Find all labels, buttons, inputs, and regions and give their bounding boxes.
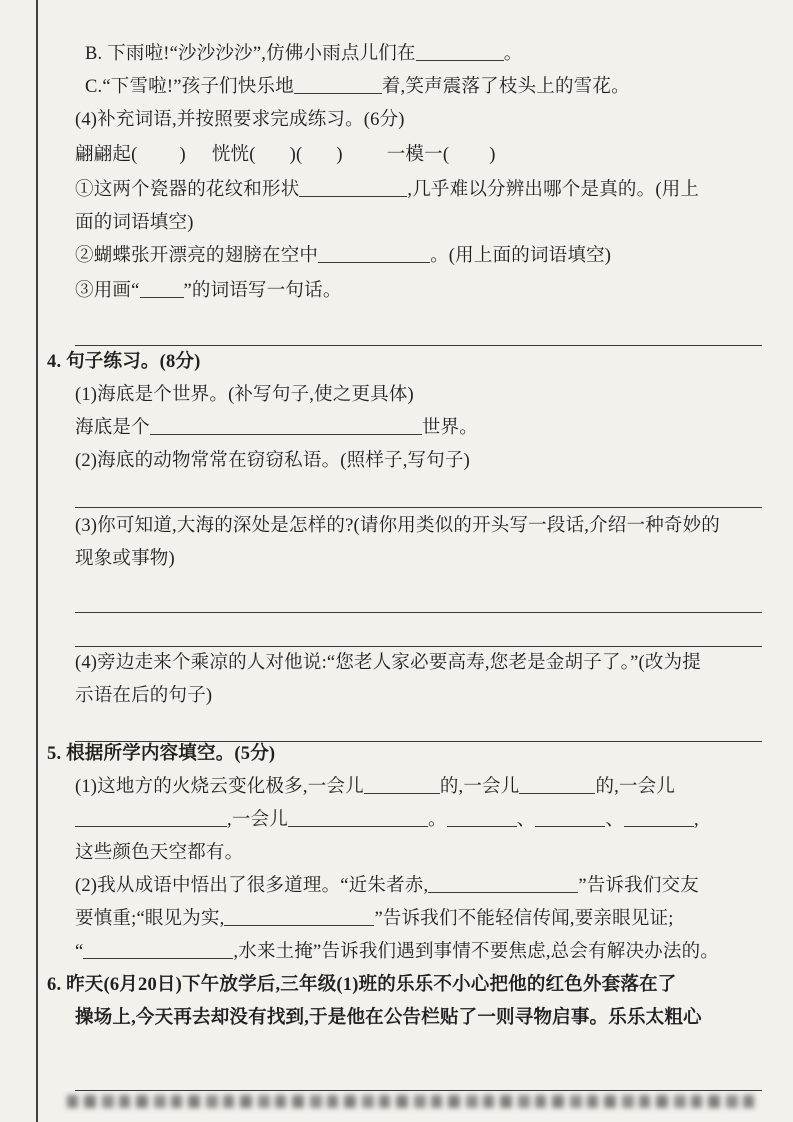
- text-run: ,水来土掩”告诉我们遇到事情不要焦虑,总会有解决办法的。: [233, 942, 719, 962]
- text-run: 现象或事物): [75, 549, 175, 569]
- q4-3: [47, 510, 762, 543]
- text-run: ①这两个瓷器的花纹和形状: [75, 180, 300, 200]
- answer-blank: [519, 788, 595, 794]
- q4-4-cont: [47, 680, 762, 713]
- text-run: 翩翩起(: [75, 145, 138, 165]
- text-run: 6. 昨天(6月20日)下午放学后,三年级(1)班的乐乐不小心把他的红色外套落在了: [47, 975, 677, 995]
- q5-1-cont: [47, 804, 762, 837]
- q5-heading: [47, 738, 762, 771]
- q5-1: [47, 771, 762, 804]
- text-run: (1)这地方的火烧云变化极多,一会儿: [75, 777, 364, 797]
- q6-stem: [47, 969, 762, 1002]
- q4-3-cont: [47, 543, 762, 576]
- answer-blank: [364, 788, 440, 794]
- q4-heading: [47, 346, 762, 379]
- answer-blank: [140, 292, 184, 298]
- q3-4-item-1: [47, 174, 762, 207]
- q3-4-item-3: [47, 275, 762, 308]
- page-bottom-line: [75, 1090, 762, 1091]
- q5-2-cont: [47, 903, 762, 936]
- text-run: 的,一会儿: [439, 777, 520, 797]
- q4-3-answer-line-1: [75, 612, 762, 613]
- q3-option-c: [47, 71, 762, 104]
- text-run: ”的词语写一句话。: [183, 281, 342, 301]
- worksheet-content: [47, 38, 762, 1108]
- answer-blank: [318, 257, 430, 263]
- text-run: 4. 句子练习。(8分): [47, 352, 201, 372]
- text-run: 。: [503, 44, 523, 64]
- text-run: 。: [427, 810, 447, 830]
- answer-blank: [299, 191, 407, 197]
- q5-2: [47, 870, 762, 903]
- text-run: 的,一会儿: [595, 777, 676, 797]
- answer-blank: [288, 821, 428, 827]
- text-run: ): [179, 145, 186, 165]
- answer-blank: [75, 821, 227, 827]
- text-run: ”告诉我们交友: [578, 876, 699, 896]
- q4-4: [47, 647, 762, 680]
- text-run: (2)海底的动物常常在窃窃私语。(照样子,写句子): [75, 451, 471, 471]
- text-run: 一模一(: [386, 145, 450, 165]
- text-run: (4)旁边走来个乘凉的人对他说:“您老人家必要高寿,您老是金胡子了。”(改为提: [75, 653, 701, 673]
- answer-blank: [150, 429, 422, 435]
- answer-blank: [224, 920, 374, 926]
- q3-4-instruction: [47, 104, 762, 137]
- q5-1-cont-2: [47, 837, 762, 870]
- q6-stem-cont: [47, 1002, 762, 1035]
- text-run: 、: [516, 810, 536, 830]
- text-run: (4)补充词语,并按照要求完成练习。(6分): [75, 110, 405, 130]
- text-run: 世界。: [421, 418, 478, 438]
- q3-4-word-bank: [47, 139, 762, 172]
- text-run: ③用画“: [75, 281, 140, 301]
- answer-blank: [83, 953, 233, 959]
- word-bank-gap: [256, 159, 290, 160]
- text-run: 。(用上面的词语填空): [430, 246, 612, 266]
- text-run: C.“下雪啦!”孩子们快乐地: [85, 77, 294, 97]
- text-run: 、: [605, 810, 625, 830]
- text-run: B. 下雨啦!“沙沙沙沙”,仿佛小雨点儿们在: [85, 44, 416, 64]
- text-run: ): [489, 145, 496, 165]
- binding-edge-line: [36, 0, 38, 1122]
- q3-4-item-1-cont: [47, 207, 762, 240]
- word-bank-gap: [186, 159, 212, 160]
- text-run: 海底是个: [75, 418, 150, 438]
- q4-1: [47, 379, 762, 412]
- answer-blank: [294, 88, 382, 94]
- q3-option-b: [47, 38, 762, 71]
- text-run: 面的词语填空): [75, 213, 194, 233]
- word-bank-gap: [302, 159, 336, 160]
- cutoff-text-artifact: [67, 1095, 756, 1108]
- text-run: 恍恍(: [211, 145, 256, 165]
- text-run: ,几乎难以分辨出哪个是真的。(用上: [407, 180, 700, 200]
- text-run: 操场上,今天再去却没有找到,于是他在公告栏贴了一则寻物启事。乐乐太粗心: [75, 1008, 702, 1028]
- text-run: 示语在后的句子): [75, 686, 213, 706]
- text-run: 要慎重;“眼见为实,: [75, 909, 225, 929]
- text-run: (2)我从成语中悟出了很多道理。“近朱者赤,: [75, 876, 429, 896]
- text-run: (3)你可知道,大海的深处是怎样的?(请你用类似的开头写一段话,介绍一种奇妙的: [75, 516, 720, 536]
- text-run: “: [75, 942, 84, 962]
- q4-1-answer: [47, 412, 762, 445]
- q4-2-answer-line: [75, 507, 762, 508]
- text-run: (1)海底是个世界。(补写句子,使之更具体): [75, 385, 414, 405]
- text-run: 着,笑声震落了枝头上的雪花。: [381, 77, 630, 97]
- answer-blank: [428, 887, 578, 893]
- q5-2-cont-2: [47, 936, 762, 969]
- text-run: ,: [694, 810, 699, 830]
- text-run: ,一会儿: [227, 810, 288, 830]
- text-run: ): [336, 145, 343, 165]
- text-run: )(: [289, 145, 303, 165]
- q3-4-item-2: [47, 240, 762, 273]
- answer-blank: [624, 821, 694, 827]
- text-run: ”告诉我们不能轻信传闻,要亲眼见证;: [374, 909, 674, 929]
- q4-2: [47, 445, 762, 478]
- answer-blank: [416, 55, 504, 61]
- word-bank-gap: [137, 159, 179, 160]
- word-bank-gap: [343, 159, 387, 160]
- text-run: 这些颜色天空都有。: [75, 843, 244, 863]
- answer-blank: [535, 821, 605, 827]
- text-run: ②蝴蝶张开漂亮的翅膀在空中: [75, 246, 319, 266]
- word-bank-gap: [449, 159, 489, 160]
- answer-blank: [447, 821, 517, 827]
- text-run: 5. 根据所学内容填空。(5分): [47, 744, 276, 764]
